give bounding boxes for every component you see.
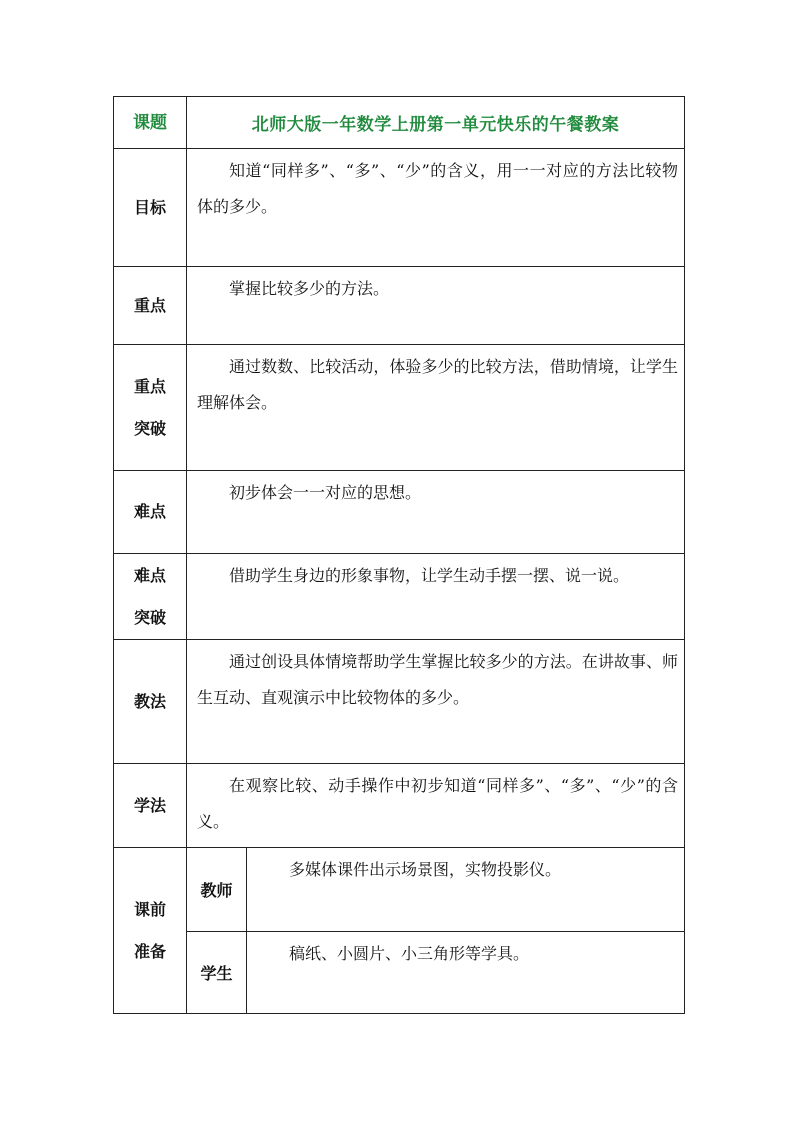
prep-teacher-label: 教师 (187, 848, 247, 932)
row-content-key-point: 掌握比较多少的方法。 (187, 267, 685, 345)
row-label-difficulty: 难点 (114, 471, 187, 554)
row-prep-teacher (114, 848, 685, 932)
row-key-breakthrough (114, 345, 685, 471)
prep-student-label: 学生 (187, 932, 247, 1014)
row-content-key-breakthrough: 通过数数、比较活动，体验多少的比较方法，借助情境，让学生理解体会。 (187, 345, 685, 471)
row-label-difficulty-breakthrough: 难点 突破 (114, 554, 187, 640)
row-label-goal: 目标 (114, 149, 187, 267)
row-content-learning-method: 在观察比较、动手操作中初步知道“同样多”、“多”、“少”的含义。 (187, 764, 685, 848)
title-row (114, 97, 685, 149)
row-label-key-point: 重点 (114, 267, 187, 345)
row-label-learning-method: 学法 (114, 764, 187, 848)
row-key-point (114, 267, 685, 345)
row-label-teaching-method: 教法 (114, 640, 187, 764)
prep-student-content: 稿纸、小圆片、小三角形等学具。 (247, 932, 685, 1014)
row-learning-method (114, 764, 685, 848)
prep-teacher-content: 多媒体课件出示场景图，实物投影仪。 (247, 848, 685, 932)
title-label: 课题 (114, 97, 187, 149)
row-difficulty-breakthrough (114, 554, 685, 640)
row-teaching-method (114, 640, 685, 764)
row-label-preparation: 课前 准备 (114, 848, 187, 1014)
row-content-teaching-method: 通过创设具体情境帮助学生掌握比较多少的方法。在讲故事、师生互动、直观演示中比较物体的多少。 (187, 640, 685, 764)
row-content-goal: 知道“同样多”、“多”、“少”的含义，用一一对应的方法比较物体的多少。 (187, 149, 685, 267)
row-goal (114, 149, 685, 267)
row-content-difficulty-breakthrough: 借助学生身边的形象事物，让学生动手摆一摆、说一说。 (187, 554, 685, 640)
row-content-difficulty: 初步体会一一对应的思想。 (187, 471, 685, 554)
row-prep-student (114, 932, 685, 1014)
row-label-key-breakthrough: 重点 突破 (114, 345, 187, 471)
row-difficulty (114, 471, 685, 554)
lesson-plan-table (113, 96, 685, 1014)
lesson-title: 北师大版一年数学上册第一单元快乐的午餐教案 (187, 97, 685, 149)
